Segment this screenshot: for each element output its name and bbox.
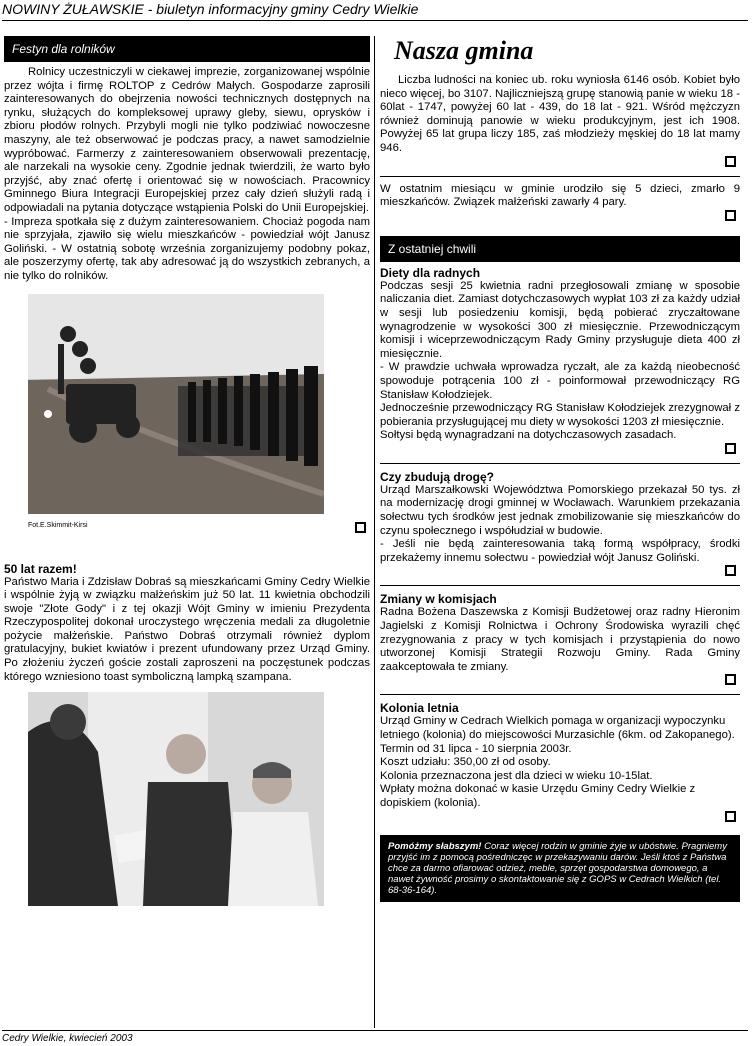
bulletin-header bbox=[2, 0, 748, 21]
kolonia-title: Kolonia letnia bbox=[380, 701, 459, 716]
kolonia-line1: Termin od 31 lipca - 10 sierpnia 2003r. bbox=[380, 742, 572, 755]
section-ostatnie-heading: Z ostatniej chwili bbox=[380, 236, 740, 262]
left-column bbox=[4, 36, 370, 906]
end-mark-icon bbox=[380, 565, 736, 579]
section-festyn-heading: Festyn dla rolników bbox=[4, 36, 370, 62]
diety-title: Diety dla radnych bbox=[380, 265, 481, 280]
couple-icon bbox=[28, 692, 324, 906]
notice-title: Pomóżmy słabszym! bbox=[388, 840, 482, 852]
divider bbox=[380, 463, 740, 464]
diety-body2: - W prawdzie uchwała wprowadza ryczałt, ale za każdą nieobecność spowoduje potrącenia 100 zł - poinformował przewodniczący RG Stanisław Kołodziejek. bbox=[380, 361, 740, 401]
diety-body: Podczas sesji 25 kwietnia radni przegłosowali zmianę w sposobie naliczania diet. Zamiast dotychczasowych wypłat 103 zł za każdy udział w sesji lub posiedzeniu komisji, będą pobierać zryczałtowane wynagrodzenie w wysokości 300 zł miesięcznie. Przewodniczącym komisji i wiceprzewodniczącym Rady Gminy przysługuje dieta 400 zł miesięcznie. bbox=[380, 279, 740, 360]
notice-box bbox=[380, 835, 740, 902]
razem-body: Państwo Maria i Zdzisław Dobraś są mieszkańcami Gminy Cedry Wielkie i wspólnie żyją w związku małżeńskim już 50 lat. 11 kwietnia obchodzili swoje "Złote Gody" i z tej okazji Wójt Gminy w imieniu Prezydenta Rzeczypospolitej dokonał uroczystego wręczenia medali za długoletnie pożycie małżeńskie. Państwo Dobraś otrzymali również dyplom gratulacyjny, bukiet kwiatów i prezent ufundowany przez Urząd Gminy. Po złożeniu życzeń goście zostali zaproszeni na poczęstunek podczas którego wzniesiono toast symboliczną lampką szampana. bbox=[4, 575, 370, 683]
column-divider bbox=[374, 36, 375, 1028]
photo-farm-machinery bbox=[28, 294, 324, 514]
right-column bbox=[380, 36, 740, 902]
kolonia-line4: Wpłaty można dokonać w kasie Urzędu Gminy Cedry Wielkie z dopiskiem (kolonia). bbox=[380, 783, 696, 809]
diety-body4: Sołtysi będą wynagradzani na dotychczasowych zasadach. bbox=[380, 429, 677, 442]
bulletin-footer: Cedry Wielkie, kwiecień 2003 bbox=[2, 1030, 748, 1044]
divider bbox=[380, 694, 740, 695]
festyn-body: Rolnicy uczestniczyli w ciekawej imprezie, zorganizowanej wspólnie przez wójta i firmę ROLTOP z Cedrów Małych. Gospodarze zaprosili zainteresowanych do obejrzenia nowości technicznych dostępnych na rynku, służących do kompleksowej uprawy gleby, siewu, oprysków i zbioru płodów rolnych. Przybyli mogli nie tylko podziwiać nowoczesne maszyny, ale też obserwować je podczas pracy, a nawet samodzielnie wypróbować. Farmerzy z zainteresowaniem obserwowali prezentację, ale narzekali na wysokie ceny. Zgodnie jednak twierdzili, że warto było przyjść, aby znać ofertę i orientować się w nowościach. Pracownicy Gminnego Biura Integracji Europejskiej przez cały dzień służyli radą i odpowiadali na pytania dotyczące wstąpienia Polski do Unii Europejskiej. bbox=[4, 66, 370, 214]
end-mark-icon bbox=[380, 674, 736, 688]
notice-text: Coraz więcej rodzin w gminie żyje w ubóstwie. Pragniemy przyjść im z pomocą pośredniczęc w przekazywaniu darów. Jeśli ktoś z Państwa chce za darmo ofiarować odzież, meble, sprzęt gospodarstwa domowego, a nawet żywność prosimy o skontaktowanie się z GOPS w Cedrach Wielkich (tel. 68-36-164). bbox=[388, 840, 727, 896]
end-mark-icon bbox=[380, 443, 736, 457]
divider bbox=[380, 585, 740, 586]
droga-body: Urząd Marszałkowski Województwa Pomorskiego przekazał 50 tys. zł na modernizację drogi gminnej w Wocławach. Warunkiem przekazania sołectwu tych środków jest jednak zmobilizowanie się mieszkańców do czynu społecznego i współudział w budowie. bbox=[380, 483, 740, 537]
bulletin-title: NOWINY ŻUŁAWSKIE - biuletyn informacyjny gminy Cedry Wielkie bbox=[2, 1, 419, 17]
section-razem-heading: 50 lat razem! bbox=[4, 561, 77, 576]
photo-golden-anniversary bbox=[28, 692, 324, 906]
tractor-icon bbox=[28, 294, 324, 514]
end-mark-icon bbox=[380, 210, 736, 224]
droga-body2: - Jeśli nie będą zainteresowania taką formą współpracy, środki przekażemy innemu sołectwu - powiedział wójt Janusz Goliński. bbox=[380, 538, 740, 564]
komisje-title: Zmiany w komisjach bbox=[380, 592, 497, 607]
festyn-quote: - Impreza spotkała się z dużym zainteresowaniem. Chociaż pogoda nam nie sprzyjała, zjawiło się wielu mieszkańców - powiedział wójt Janusz Goliński. - W ostatnią sobotę września zorganizujemy podobny pokaz, ale poszerzymy ofertę, tak aby adresować ją do wszystkich zebranych, a nie tylko do rolników. bbox=[4, 215, 370, 282]
droga-title: Czy zbudują drogę? bbox=[380, 469, 494, 484]
section-nasza-gmina-heading: Nasza gmina bbox=[394, 36, 534, 65]
nasza-body2: W ostatnim miesiącu w gminie urodziło się 5 dzieci, zmarło 9 mieszkańców. Związek małżeński zawarły 4 pary. bbox=[380, 182, 740, 209]
komisje-body: Radna Bożena Daszewska z Komisji Budżetowej oraz radny Hieronim Jagielski z Komisji Rolnictwa i Ochrony Środowiska wyrazili chęć zrezygnowania z pracy w tych komisjach i przystąpienia do nowo utworzonej Komisji Strategii Rozwoju Gminy. Rada Gminy zaakceptowała te zmiany. bbox=[380, 606, 740, 673]
kolonia-line2: Koszt udziału: 350,00 zł od osoby. bbox=[380, 756, 551, 769]
nasza-body1: Liczba ludności na koniec ub. roku wyniosła 6146 osób. Kobiet było nieco więcej, bo 3107. Najliczniejszą grupę stanowią panie w wieku 18 - 60lat - 1747, powyżej 60 lat - 439, do 18 lat - 921. Wśród mężczyzn również dominują panowie w wieku produkcyjnym, jest ich 1908. Powyżej 65 lat grupa liczy 185, zaś młodzieży męskiej do 18 lat mamy 946. bbox=[380, 74, 740, 154]
divider bbox=[380, 176, 740, 177]
end-mark-icon bbox=[380, 156, 736, 170]
photo-caption: Fot.E.Skimmit-Kirsi bbox=[28, 521, 88, 529]
diety-body3: Jednocześnie przewodniczący RG Stanisław Kołodziejek zrezygnował z pobierania przysługującej mu diety w wysokości 1203 zł miesięcznie. bbox=[380, 402, 740, 428]
kolonia-body: Urząd Gminy w Cedrach Wielkich pomaga w organizacji wypoczynku letniego (kolonia) do miejscowości Murzasichle (6km. od Zakopanego). bbox=[380, 715, 735, 741]
end-mark-icon bbox=[380, 811, 736, 825]
kolonia-line3: Kolonia przeznaczona jest dla dzieci w wieku 10-15lat. bbox=[380, 769, 653, 782]
